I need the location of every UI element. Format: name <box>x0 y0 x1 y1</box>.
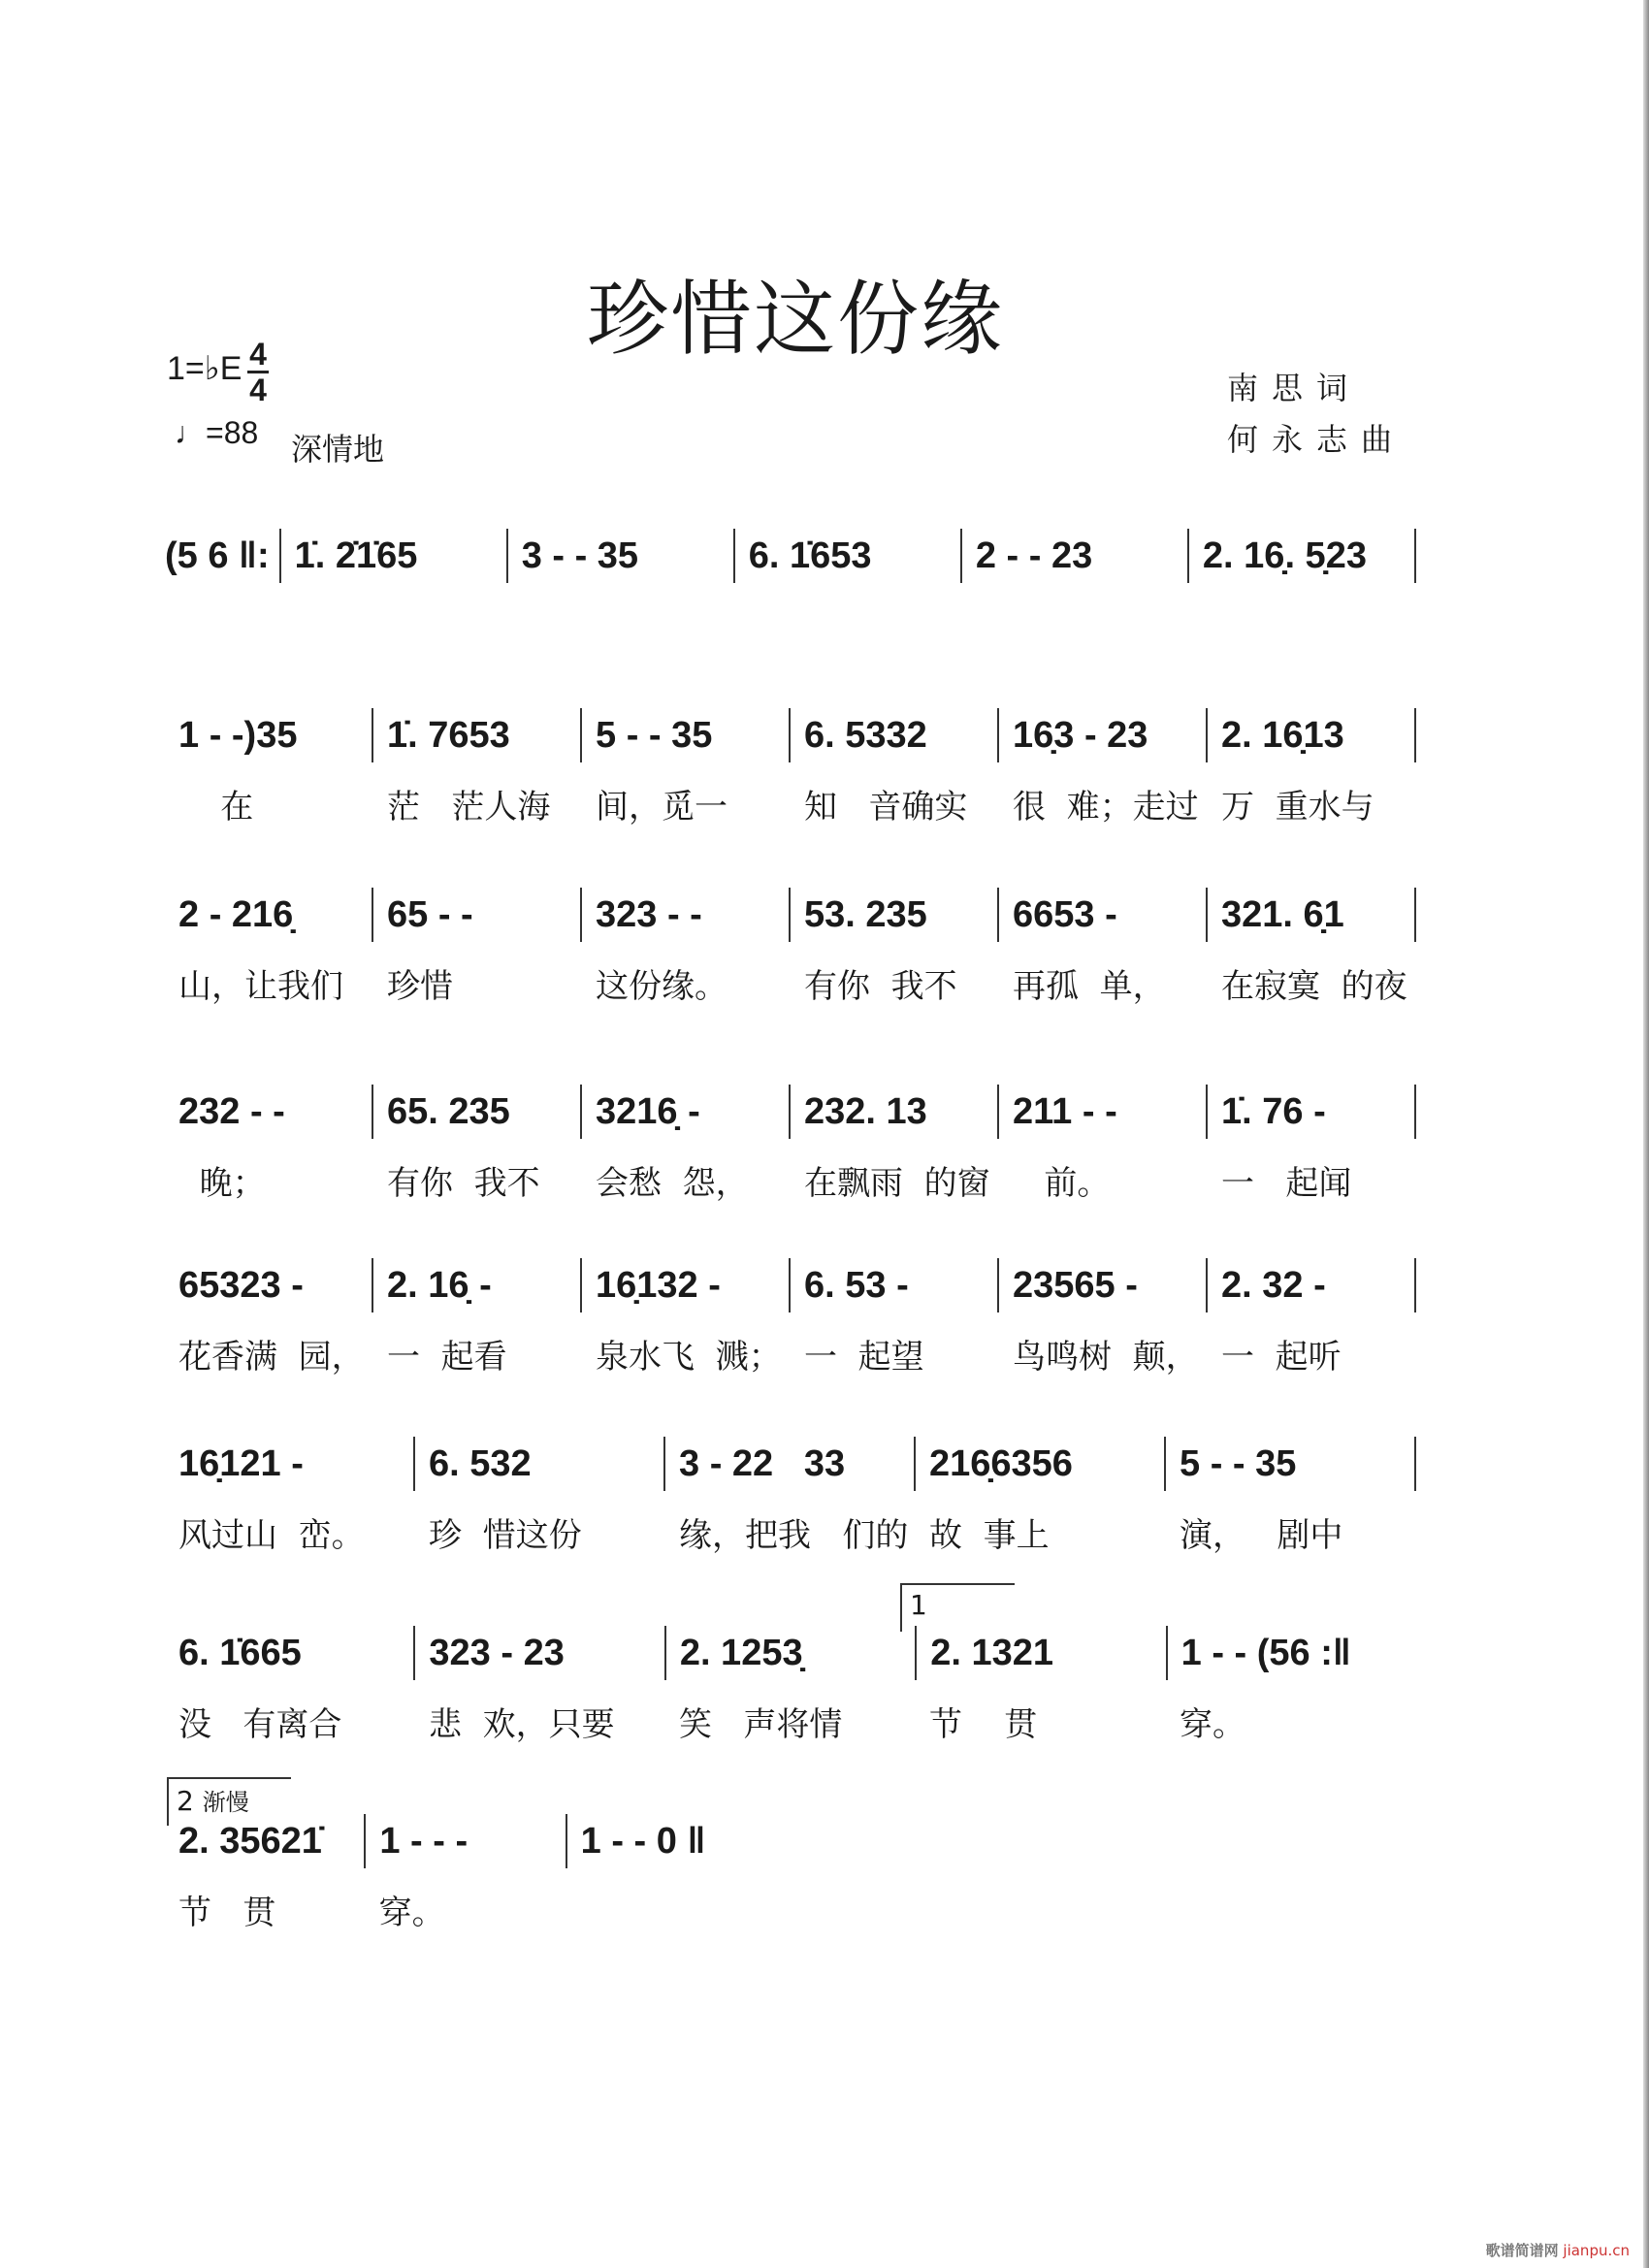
measure-lyric: 会愁 怨， <box>596 1164 749 1203</box>
measure-notes: 1 - - (56 :‖ <box>1166 1626 1416 1680</box>
measure-notes: 6. 532 <box>413 1437 663 1491</box>
volta-2-number: 2 <box>177 1785 194 1817</box>
measure-lyric: 穿。 <box>378 1894 445 1932</box>
measure-lyric: 很 难；走过 <box>1013 788 1199 826</box>
measure-lyric: 演， 剧中 <box>1180 1516 1343 1555</box>
measure-lyric: 珍惜 <box>387 967 453 1006</box>
lyricist-credit: 南思词 <box>1227 370 1362 406</box>
measure-notes: 53. 235 <box>789 888 997 942</box>
measure-notes: 323 - - <box>580 888 789 942</box>
measure-lyric: 一 起闻 <box>1221 1164 1352 1203</box>
measure-lyric: 山，让我们 <box>178 967 343 1006</box>
measure-lyric: 晚； <box>178 1164 266 1203</box>
measure-lyric: 知 音确实 <box>804 788 968 826</box>
measure-notes: 65. 235 <box>372 1085 580 1139</box>
measure-notes: 1̇. 76 - <box>1206 1085 1416 1139</box>
time-signature <box>247 338 269 406</box>
measure-lyric: 鸟鸣树 颠， <box>1013 1338 1199 1377</box>
measure-notes: 6. 1̇665 <box>178 1633 302 1673</box>
watermark-url: jianpu.cn <box>1563 2242 1630 2259</box>
measure-lyric: 笑 声将情 <box>679 1705 843 1744</box>
measure-notes: 5 - - 35 <box>580 708 789 762</box>
measure-notes: 1 - - - <box>364 1814 565 1868</box>
measure-notes: 2. 35621̇ <box>178 1821 322 1862</box>
score-system <box>165 529 1416 600</box>
measure-notes: 3 - 22 33 <box>663 1437 914 1491</box>
measure-notes: 65 - - <box>372 888 580 942</box>
volta-2 <box>167 1777 291 1826</box>
watermark-cn: 歌谱简谱网 <box>1485 2242 1559 2259</box>
expression-marking: 深情地 <box>291 431 385 468</box>
measure-lyric: 一 起望 <box>804 1338 924 1377</box>
watermark <box>1486 2240 1630 2260</box>
measure-lyric: 泉水飞 溅； <box>596 1338 782 1377</box>
measure-lyric: 一 起看 <box>387 1338 507 1377</box>
tempo-marking: ♩=88 <box>175 415 259 450</box>
measure-notes: 2 - - 23 <box>960 529 1187 583</box>
measure-notes: 2. 32 - <box>1206 1258 1416 1312</box>
measure-lyric: 有你 我不 <box>804 967 957 1006</box>
measure-lyric: 故 事上 <box>929 1516 1050 1555</box>
measure-notes: 5 - - 35 <box>1164 1437 1416 1491</box>
measure-notes: 23565 - <box>997 1258 1206 1312</box>
measure-notes: 1 - - 0 ‖ <box>566 1814 766 1868</box>
measure-notes: 16̣121 - <box>178 1443 304 1484</box>
measure-lyric: 茫 茫人海 <box>387 788 551 826</box>
measure-lyric: 节 贯 <box>178 1894 276 1932</box>
measure-notes: 232. 13 <box>789 1085 997 1139</box>
score-system <box>165 1258 1416 1377</box>
measure-notes: 211 - - <box>997 1085 1206 1139</box>
volta-1 <box>900 1583 1015 1632</box>
measure-notes: 1̇. 2̇1̇65 <box>279 529 506 583</box>
volta-1-number: 1 <box>910 1589 927 1621</box>
score-system <box>165 708 1416 827</box>
measure-notes: 16̣3 - 23 <box>997 708 1206 762</box>
measure-lyric: 珍 惜这份 <box>429 1516 582 1555</box>
time-bottom: 4 <box>249 373 267 407</box>
measure-notes: 232 - - <box>178 1091 285 1132</box>
measure-notes: 6. 53 - <box>789 1258 997 1312</box>
measure-lyric: 间，觅一 <box>596 788 728 826</box>
song-title: 珍惜这份缘 <box>586 272 1004 367</box>
measure-lyric: 没 有离合 <box>178 1705 342 1744</box>
intro-prefix: (5 6 ‖: <box>165 535 270 576</box>
measure-notes: 3 - - 35 <box>506 529 733 583</box>
measure-notes: 2. 16̣ - <box>372 1258 580 1312</box>
measure-notes: 216̣6356 <box>914 1437 1164 1491</box>
score-system <box>165 888 1416 1007</box>
measure-notes: 16̣132 - <box>580 1258 789 1312</box>
time-top: 4 <box>249 337 267 372</box>
score-system <box>165 1626 1416 1745</box>
measure-lyric: 在 <box>178 788 254 826</box>
measure-lyric: 再孤 单， <box>1013 967 1166 1006</box>
measure-notes: 1 - -)35 <box>178 715 298 756</box>
measure-lyric: 缘，把我 们的 <box>679 1516 909 1555</box>
measure-notes: 2 - 216̣ <box>178 894 294 935</box>
score-system <box>165 1437 1416 1556</box>
measure-notes: 323 - 23 <box>413 1626 663 1680</box>
measure-lyric: 这份缘。 <box>596 967 728 1006</box>
measure-notes: 2. 1321 <box>915 1626 1165 1680</box>
measure-notes: 65323 - <box>178 1265 304 1306</box>
measure-lyric: 一 起听 <box>1221 1338 1342 1377</box>
volta-2-expression: 渐慢 <box>202 1789 249 1816</box>
measure-notes: 2. 1253̣ <box>664 1626 915 1680</box>
measure-notes: 2. 16̣. 5̣23 <box>1187 529 1416 583</box>
measure-lyric: 万 重水与 <box>1221 788 1374 826</box>
key-signature: 1=♭E <box>167 350 242 387</box>
measure-lyric <box>566 1886 766 1933</box>
measure-notes: 2. 16̣13 <box>1206 708 1416 762</box>
measure-notes: 6653 - <box>997 888 1206 942</box>
measure-lyric: 有你 我不 <box>387 1164 540 1203</box>
measure-lyric: 在飘雨 的窗 <box>804 1164 990 1203</box>
composer-credit: 何永志曲 <box>1227 421 1406 458</box>
score-system <box>165 1085 1416 1204</box>
measure-lyric: 前。 <box>1013 1164 1111 1203</box>
measure-lyric: 悲 欢，只要 <box>429 1705 615 1744</box>
measure-notes: 3216̣ - <box>580 1085 789 1139</box>
score-system <box>165 1814 766 1933</box>
measure-notes: 6. 1̇653 <box>733 529 960 583</box>
measure-lyric: 节 贯 <box>929 1705 1038 1744</box>
measure-notes: 6. 5332 <box>789 708 997 762</box>
page-edge <box>1643 0 1649 2268</box>
measure-notes: 321. 6̣1 <box>1206 888 1416 942</box>
measure-lyric: 穿。 <box>1180 1705 1245 1744</box>
measure-notes: 1̇. 7653 <box>372 708 580 762</box>
measure-lyric: 在寂寞 的夜 <box>1221 967 1407 1006</box>
measure-lyric: 风过山 峦。 <box>178 1516 365 1555</box>
measure-lyric: 花香满 园， <box>178 1338 365 1377</box>
